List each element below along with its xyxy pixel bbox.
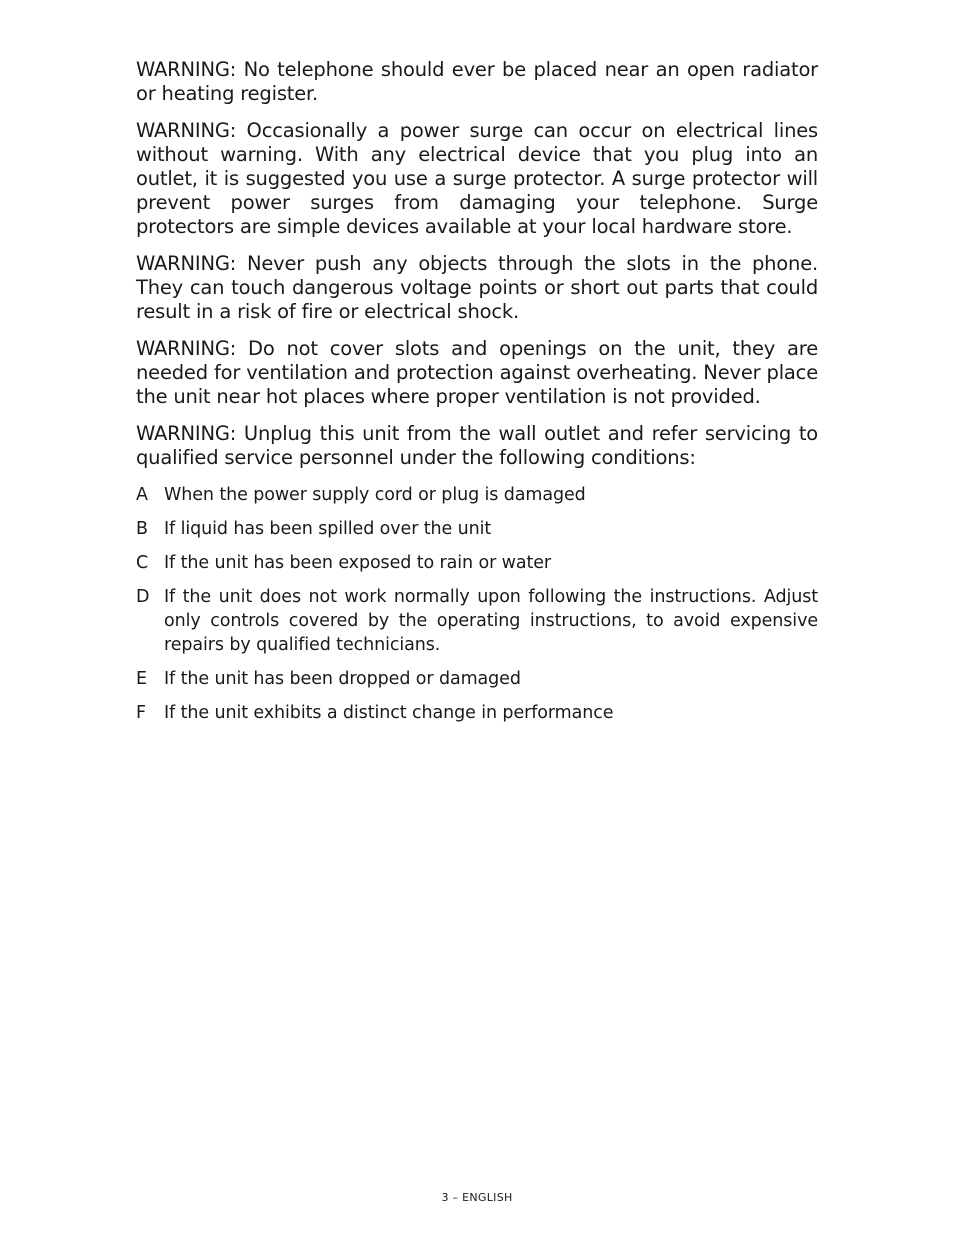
condition-text: If the unit has been exposed to rain or water [164, 553, 552, 573]
list-item [136, 551, 818, 575]
condition-text: If the unit exhibits a distinct change in performance [164, 703, 614, 723]
warning-power-surge: WARNING: Occasionally a power surge can occur on electrical lines without warning. With any electrical device that you plug into an outlet, it is suggested you use a surge protector. A surge protector will prevent power surges from damaging your telephone. Surge protectors are simple devices available at your local hardware store. [136, 119, 818, 238]
list-item [136, 701, 818, 725]
servicing-conditions-list [136, 483, 818, 725]
warning-radiator: WARNING: No telephone should ever be placed near an open radiator or heating register. [136, 58, 818, 105]
manual-page-content [136, 58, 818, 735]
condition-text: If the unit has been dropped or damaged [164, 669, 521, 689]
condition-text: When the power supply cord or plug is damaged [164, 485, 586, 505]
warning-slots-objects: WARNING: Never push any objects through the slots in the phone. They can touch dangerous voltage points or short out parts that could result in a risk of fire or electrical shock. [136, 252, 818, 323]
condition-letter: E [136, 669, 147, 689]
warning-ventilation: WARNING: Do not cover slots and openings on the unit, they are needed for ventilation and protection against overheating. Never place the unit near hot places where proper ventilation is not provided. [136, 337, 818, 408]
condition-text: If the unit does not work normally upon following the instructions. Adjust only controls covered by the operating instructions, to avoid expensive repairs by qualified technicians. [164, 587, 818, 655]
list-item [136, 667, 818, 691]
list-item [136, 585, 818, 657]
condition-letter: B [136, 519, 148, 539]
list-item [136, 483, 818, 507]
page-footer: 3 – ENGLISH [441, 1191, 513, 1204]
condition-letter: A [136, 485, 148, 505]
condition-text: If liquid has been spilled over the unit [164, 519, 492, 539]
condition-letter: F [136, 703, 146, 723]
warning-unplug-servicing: WARNING: Unplug this unit from the wall outlet and refer servicing to qualified service personnel under the following conditions: [136, 422, 818, 469]
condition-letter: D [136, 587, 150, 607]
condition-letter: C [136, 553, 149, 573]
list-item [136, 517, 818, 541]
